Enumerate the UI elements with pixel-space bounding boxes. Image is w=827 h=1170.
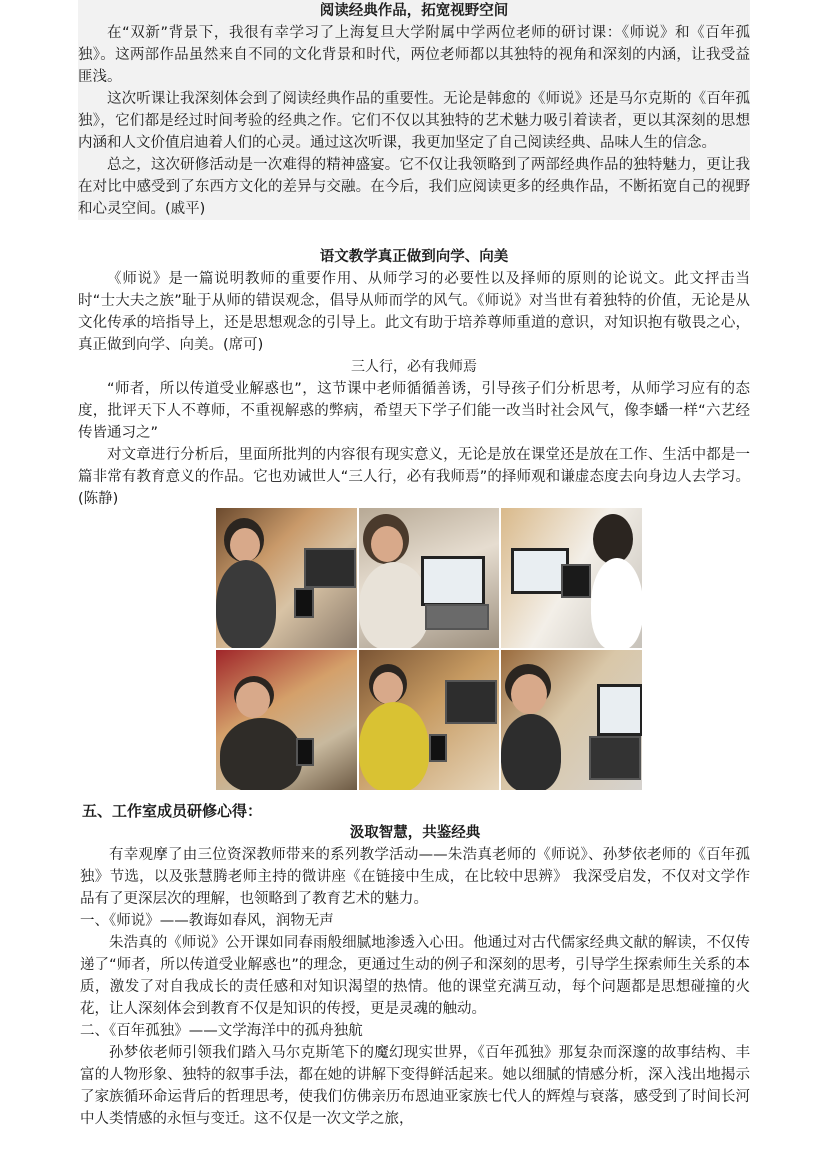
photo-teacher-with-phone <box>215 507 358 649</box>
paragraph: 在“双新”背景下，我很有幸学习了上海复旦大学附属中学两位老师的研讨课：《师说》和《百年孤独》。这两部作品虽然来自不同的文化背景和时代，两位老师都以其独特的视角和深刻的内涵，让我受益匪浅。 <box>78 25 750 85</box>
paragraph: 孙梦依老师引领我们踏入马尔克斯笔下的魔幻现实世界，《百年孤独》那复杂而深邃的故事结构、丰富的人物形象、独特的叙事手法，都在她的讲解下变得鲜活起来。她以细腻的情感分析，深入浅出地揭示了家族循环命运背后的哲理思考，使我们仿佛亲历布恩迪亚家族七代人的辉煌与衰落，感受到了时间长河中人类情感的永恒与变迁。这不仅是一次文学之旅， <box>80 1045 750 1127</box>
photo-man-at-laptop <box>500 649 643 791</box>
article-title: 阅读经典作品，拓宽视野空间 <box>319 3 509 19</box>
section-heading: 五、工作室成员研修心得： <box>82 802 263 820</box>
photo-teacher-at-laptop <box>500 507 643 649</box>
article-title: 三人行，必有我师焉 <box>351 359 477 375</box>
article-chinese-teaching <box>78 246 750 510</box>
paragraph: 对文章进行分析后，里面所批判的内容很有现实意义，无论是放在课堂还是放在工作、生活中都是一篇非常有教育意义的作品。它也劝诫世人“三人行，必有我师焉”的择师观和谦虚态度去向身边人去学习。(陈静) <box>78 447 750 507</box>
photo-teacher-with-headphones <box>358 507 500 649</box>
paragraph: 有幸观摩了由三位资深教师带来的系列教学活动——朱浩真老师的《师说》、孙梦依老师的《百年孤独》节选，以及张慧腾老师主持的微讲座《在链接中生成，在比较中思辨》 我深受启发，不仅对文学作品有了更深层次的理解，也领略到了教育艺术的魅力。 <box>80 847 750 907</box>
article-reading-classics <box>78 0 750 220</box>
paragraph: 《师说》是一篇说明教师的重要作用、从师学习的必要性以及择师的原则的论说文。此文抨击当时“士大夫之族”耻于从师的错误观念，倡导从师而学的风气。《师说》对当世有着独特的价值，无论是从文化传承的培指导上，还是思想观念的引导上。此文有助于培养尊师重道的意识，对知识抱有敬畏之心，真正做到向学、向美。(席可) <box>78 271 750 353</box>
section-five <box>80 800 750 1130</box>
subheading: 二、《百年孤独》——文学海洋中的孤舟独航 <box>80 1023 363 1039</box>
article-title: 语文教学真正做到向学、向美 <box>319 249 509 265</box>
paragraph: 这次听课让我深刻体会到了阅读经典作品的重要性。无论是韩愈的《师说》还是马尔克斯的《百年孤独》，它们都是经过时间考验的经典之作。它们不仅以其独特的艺术魅力吸引着读者，更以其深刻的思想内涵和人文价值启迪着人们的心灵。通过这次听课，我更加坚定了自己阅读经典、品味人生的信念。 <box>78 91 750 151</box>
paragraph: 朱浩真的《师说》公开课如同春雨般细腻地渗透入心田。他通过对古代儒家经典文献的解读，不仅传递了“师者，所以传道受业解惑也”的理念，更通过生动的例子和深刻的思考，引导学生探索师生关系的本质，激发了对自我成长的责任感和对知识渴望的热情。他的课堂充满互动，每个问题都是思想碰撞的火花，让人深刻体会到教育不仅是知识的传授，更是灵魂的触动。 <box>80 935 750 1017</box>
photo-collage <box>215 507 643 791</box>
photo-woman-with-phone <box>358 649 500 791</box>
paragraph: 总之，这次研修活动是一次难得的精神盛宴。它不仅让我领略到了两部经典作品的独特魅力，更让我在对比中感受到了东西方文化的差异与交融。在今后，我们应阅读更多的经典作品，不断拓宽自己的视野和心灵空间。(戚平) <box>78 157 750 217</box>
article-title: 汲取智慧，共鉴经典 <box>349 825 481 841</box>
paragraph: “师者，所以传道受业解惑也”，这节课中老师循循善诱，引导孩子们分析思考，从师学习应有的态度，批评天下人不尊师，不重视解惑的弊病，希望天下学子们能一改当时社会风气，像李蟠一样“六艺经传皆通习之” <box>78 381 750 441</box>
subheading: 一、《师说》——教诲如春风，润物无声 <box>80 913 334 929</box>
photo-man-with-phone <box>215 649 358 791</box>
